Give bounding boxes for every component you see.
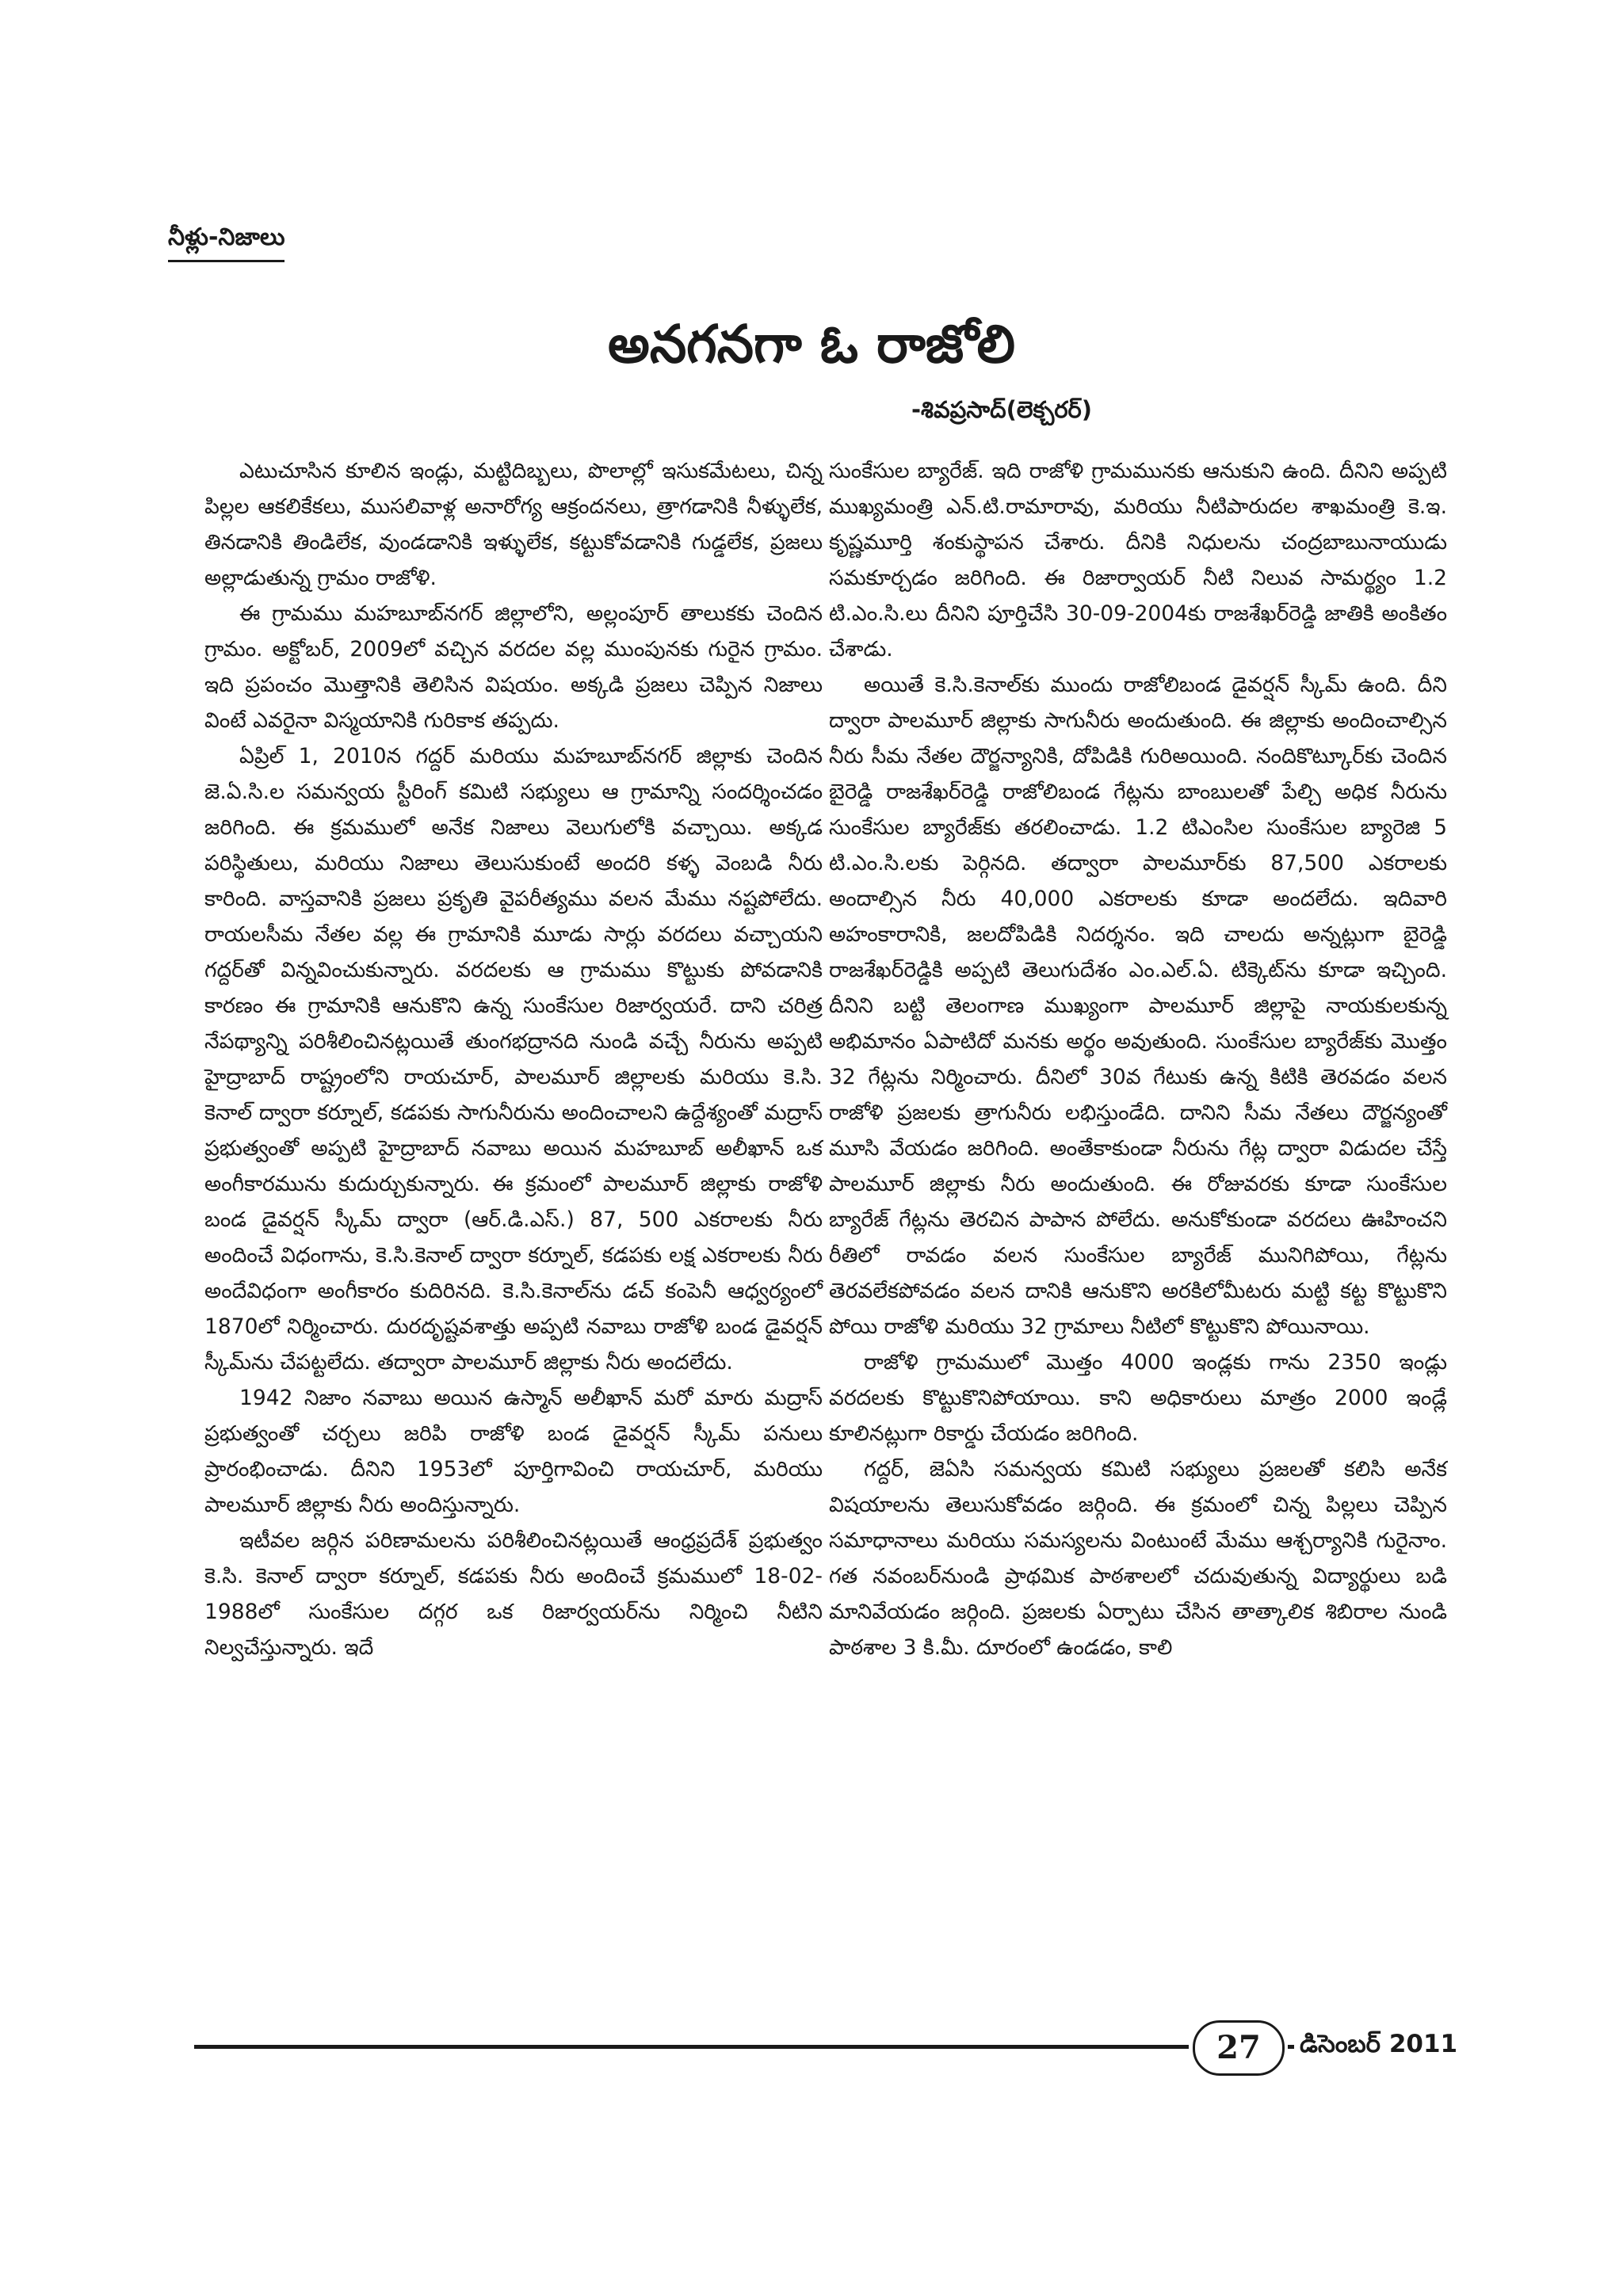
right-column bbox=[829, 453, 1447, 1665]
footer-rule bbox=[194, 2045, 1189, 2049]
paragraph: ఇటీవల జర్గిన పరిణామలను పరిశీలించినట్లయితే ఆంధ్రప్రదేశ్ ప్రభుత్వం కె.సి. కెనాల్ ద్వారా కర్నూల్, కడపకు నీరు అందించే క్రమములో 18-02-1988లో సుంకేసుల దగ్గర ఒక రిజార్వయర్‌ను నిర్మించి నీటిని నిల్వచేస్తున్నారు. ఇదే bbox=[204, 1528, 823, 1660]
paragraph: 1942 నిజాం నవాబు అయిన ఉస్మాన్ అలీఖాన్ మరో మారు మద్రాస్ ప్రభుత్వంతో చర్చలు జరిపి రాజోళి బండ డైవర్షన్ స్కీమ్ పనులు ప్రారంభించాడు. దీనిని 1953లో పూర్తిగావించి రాయచూర్, మరియు పాలమూర్ జిల్లాకు నీరు అందిస్తున్నారు. bbox=[204, 1386, 823, 1517]
paragraph: రాజోళి గ్రామములో మొత్తం 4000 ఇండ్లకు గాను 2350 ఇండ్లు వరదలకు కొట్టుకొనిపోయాయి. కాని అధికారులు మాత్రం 2000 ఇండ్లే కూలినట్లుగా రికార్డు చేయడం జరిగింది. bbox=[829, 1350, 1447, 1446]
page-number: 27 bbox=[1193, 2020, 1285, 2076]
paragraph: గద్దర్, జెఏసి సమన్వయ కమిటి సభ్యులు ప్రజలతో కలిసి అనేక విషయాలను తెలుసుకోవడం జర్గింది. ఈ క్రమంలో చిన్న పిల్లలు చెప్పిన సమాధానాలు మరియు సమస్యలను వింటుంటే మేము ఆశ్చర్యానికి గురైనాం. గత నవంబర్‌నుండి ప్రాథమిక పాఠశాలలో చదువుతున్న విద్యార్థులు బడి మానివేయడం జర్గింది. ప్రజలకు ఏర్పాటు చేసిన తాత్కాలిక శిబిరాల నుండి పాఠశాల 3 కి.మీ. దూరంలో ఉండడం, కాలి bbox=[829, 1457, 1447, 1660]
paragraph: ఏప్రిల్ 1, 2010న గద్దర్ మరియు మహబూబ్‌నగర్ జిల్లాకు చెందిన జె.ఏ.సి.ల సమన్వయ స్టీరింగ్ కమిటి సభ్యులు ఆ గ్రామాన్ని సందర్శించడం జరిగింది. ఈ క్రమములో అనేక నిజాలు వెలుగులోకి వచ్చాయి. అక్కడ పరిస్థితులు, మరియు నిజాలు తెలుసుకుంటే అందరి కళ్ళ వెంబడి నీరు కారింది. వాస్తవానికి ప్రజలు ప్రకృతి వైపరీత్యము వలన మేము నష్టపోలేదు. రాయలసీమ నేతల వల్ల ఈ గ్రామానికి మూడు సార్లు వరదలు వచ్చాయని గద్దర్‌తో విన్నవించుకున్నారు. వరదలకు ఆ గ్రామము కొట్టుకు పోవడానికి కారణం ఈ గ్రామానికి ఆనుకొని ఉన్న సుంకేసుల రిజార్వయరే. దాని చరిత్ర నేపథ్యాన్ని పరిశీలించినట్లయితే తుంగభద్రానది నుండి వచ్చే నీరును అప్పటి హైద్రాబాద్ రాష్ట్రంలోని రాయచూర్, పాలమూర్ జిల్లాలకు మరియు కె.సి. కెనాల్ ద్వారా కర్నూల్, కడపకు సాగునీరును అందించాలని ఉద్దేశ్యంతో మద్రాస్ ప్రభుత్వంతో అప్పటి హైద్రాబాద్ నవాబు అయిన మహబూబ్ అలీఖాన్ ఒక అంగీకారమును కుదుర్చుకున్నారు. ఈ క్రమంలో పాలమూర్ జిల్లాకు రాజోళి బండ డైవర్షన్ స్కీమ్ ద్వారా (ఆర్.డి.ఎస్.) 87, 500 ఎకరాలకు నీరు అందించే విధంగాను, కె.సి.కెనాల్ ద్వారా కర్నూల్, కడపకు లక్ష ఎకరాలకు నీరు అందేవిధంగా అంగీకారం కుదిరినది. కె.సి.కెనాల్‌ను డచ్ కంపెనీ ఆధ్వర్యంలో 1870లో నిర్మించారు. దురదృష్టవశాత్తు అప్పటి నవాబు రాజోళి బండ డైవర్షన్ స్కీమ్‌ను చేపట్టలేదు. తద్వారా పాలమూర్ జిల్లాకు నీరు అందలేదు. bbox=[204, 744, 823, 1375]
footer-rule-stub bbox=[1288, 2045, 1294, 2049]
section-tag: నీళ్లు-నిజాలు bbox=[168, 223, 285, 262]
paragraph: ఎటుచూసిన కూలిన ఇండ్లు, మట్టిదిబ్బలు, పొలాల్లో ఇసుకమేటలు, చిన్న పిల్లల ఆకలికేకలు, ముసలివాళ్ల అనారోగ్య ఆక్రందనలు, త్రాగడానికి నీళ్ళులేక, తినడానికి తిండిలేక, వుండడానికి ఇళ్ళులేక, కట్టుకోవడానికి గుడ్డలేక, ప్రజలు అల్లాడుతున్న గ్రామం రాజోళి. bbox=[204, 459, 823, 590]
paragraph: అయితే కె.సి.కెనాల్‌కు ముందు రాజోలిబండ డైవర్షన్ స్కీమ్ ఉంది. దీని ద్వారా పాలమూర్ జిల్లాకు సాగునీరు అందుతుంది. ఈ జిల్లాకు అందించాల్సిన నీరు సీమ నేతల దౌర్జన్యానికి, దోపిడికి గురిఅయింది. నందికొట్కూర్‌కు చెందిన బైరెడ్డి రాజశేఖర్‌రెడ్డి రాజోలిబండ గేట్లను బాంబులతో పేల్చి అధిక నీరును సుంకేసుల బ్యారేజ్‌కు తరలించాడు. 1.2 టిఎంసిల సుంకేసుల బ్యారెజి 5 టి.ఎం.సి.లకు పెర్గినది. తద్వారా పాలమూర్‌కు 87,500 ఎకరాలకు అందాల్సిన నీరు 40,000 ఎకరాలకు కూడా అందలేదు. ఇదివారి అహంకారానికి, జలదోపిడికి నిదర్శనం. ఇది చాలదు అన్నట్లుగా బైరెడ్డి రాజశేఖర్‌రెడ్డికి అప్పటి తెలుగుదేశం ఎం.ఎల్.ఏ. టిక్కెట్‌ను కూడా ఇచ్చింది. దీనిని బట్టి తెలంగాణ ముఖ్యంగా పాలమూర్ జిల్లాపై నాయకులకున్న అభిమానం ఏపాటిదో మనకు అర్థం అవుతుంది. సుంకేసుల బ్యారేజ్‌కు మొత్తం 32 గేట్లను నిర్మించారు. దీనిలో 30వ గేటుకు ఉన్న కిటికి తెరవడం వలన రాజోళి ప్రజలకు త్రాగునీరు లభిస్తుండేది. దానిని సీమ నేతలు దౌర్జన్యంతో మూసి వేయడం జరిగింది. అంతేకాకుండా నీరును గేట్ల ద్వారా విడుదల చేస్తే పాలమూర్ జిల్లాకు నీరు అందుతుంది. ఈ రోజువరకు కూడా సుంకేసుల బ్యారేజ్ గేట్లను తెరచిన పాపాన పోలేదు. అనుకోకుండా వరదలు ఊహించని రీతిలో రావడం వలన సుంకేసుల బ్యారేజ్ మునిగిపోయి, గేట్లను తెరవలేకపోవడం వలన దానికి ఆనుకొని అరకిలోమీటరు మట్టి కట్ట కొట్టుకొని పోయి రాజోళి మరియు 32 గ్రామాలు నీటిలో కొట్టుకొని పోయినాయి. bbox=[829, 673, 1447, 1339]
paragraph: ఈ గ్రామము మహబూబ్‌నగర్ జిల్లాలోని, అల్లంపూర్ తాలుకకు చెందిన గ్రామం. అక్టోబర్, 2009లో వచ్చిన వరదల వల్ల ముంపునకు గురైన గ్రామం. ఇది ప్రపంచం మొత్తానికి తెలిసిన విషయం. అక్కడి ప్రజలు చెప్పిన నిజాలు వింటే ఎవరైనా విస్మయానికి గురికాక తప్పదు. bbox=[204, 601, 823, 733]
left-column bbox=[204, 453, 823, 1665]
article-title: అనగనగా ఓ రాజోలి bbox=[608, 314, 1015, 375]
paragraph: సుంకేసుల బ్యారేజ్. ఇది రాజోళి గ్రామమునకు ఆనుకుని ఉంది. దీనిని అప్పటి ముఖ్యమంత్రి ఎన్.టి.రామారావు, మరియు నీటిపారుదల శాఖమంత్రి కె.ఇ. కృష్ణమూర్తి శంకుస్థాపన చేశారు. దీనికి నిధులను చంద్రబాబునాయుడు సమకూర్చడం జరిగింది. ఈ రిజార్వాయర్ నీటి నిలువ సామర్థ్యం 1.2 టి.ఎం.సి.లు దీనిని పూర్తిచేసి 30-09-2004కు రాజశేఖర్‌రెడ్డి జాతికి అంకితం చేశాడు. bbox=[829, 459, 1447, 662]
issue-date: డిసెంబర్ 2011 bbox=[1300, 2030, 1458, 2058]
author-byline: -శివప్రసాద్(లెక్చరర్) bbox=[911, 396, 1092, 423]
